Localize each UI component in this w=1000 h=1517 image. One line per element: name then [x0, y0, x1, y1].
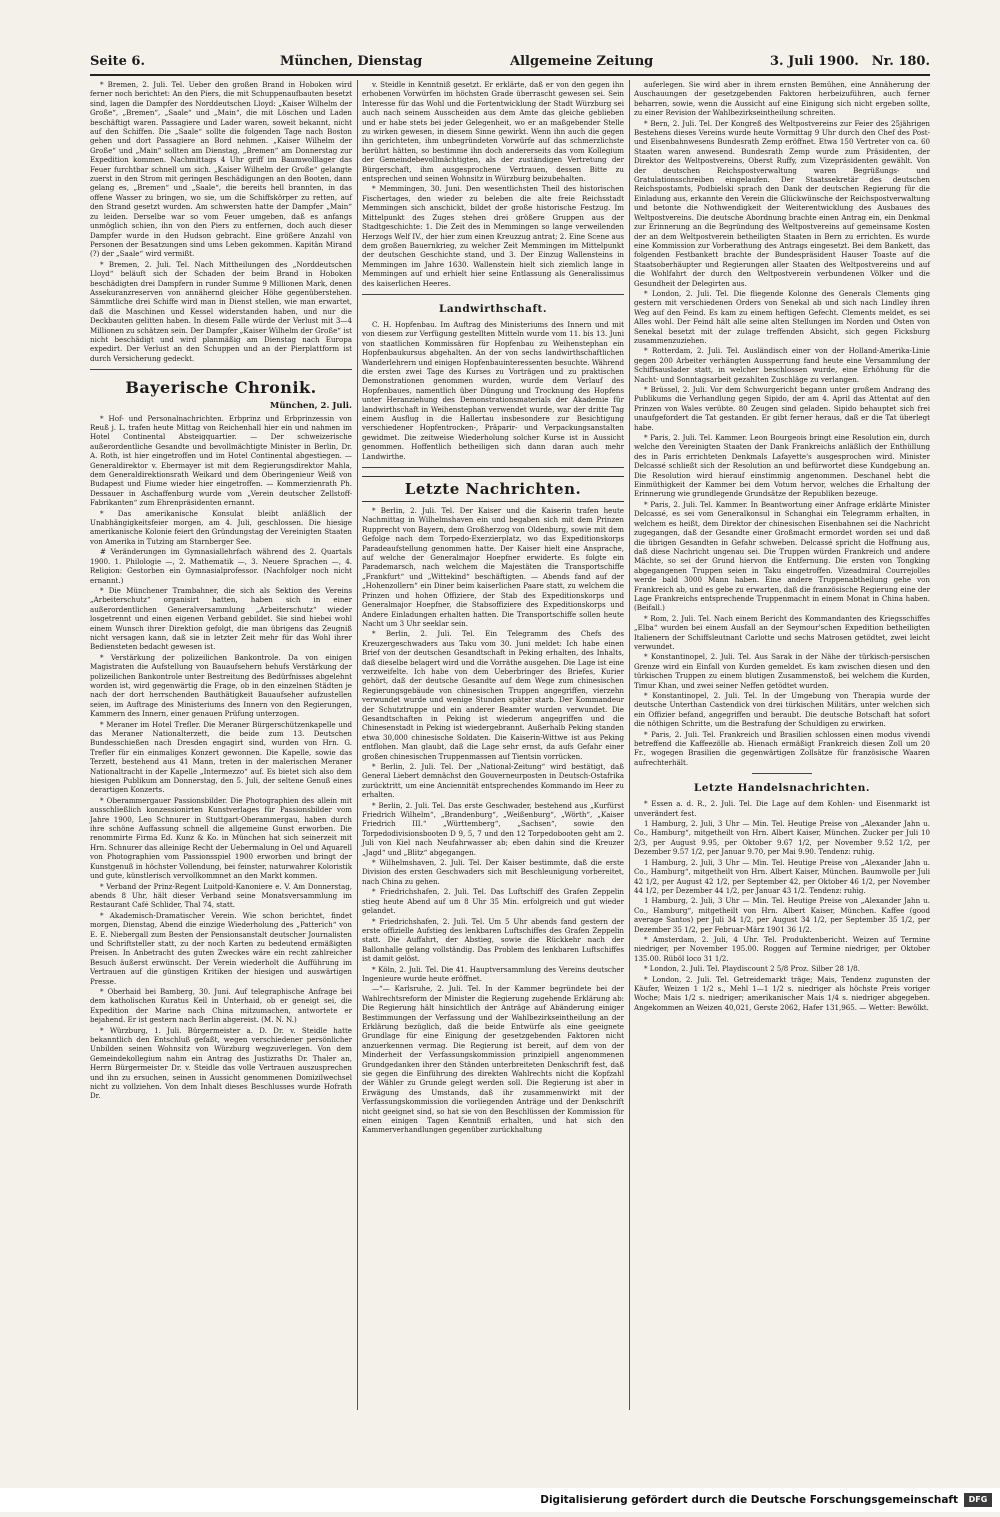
market-report: 1 Hamburg, 2. Juli, 3 Uhr — Min. Tel. Heutige Preise von „Alexander Jahn u. Co., Hamburg“, mitgetheilt von Hrn. Albert Kaiser, München. Baumwolle per Juli 42 1/2, per August 42 1/2, per September 42, per Oktober 46 1/2, per November 44 1/2, per Dezember 44 1/2, per Januar 43 1/2. Tendenz: ruhig.	[634, 857, 930, 895]
dateline: München, 2. Juli.	[269, 401, 352, 412]
article: —“— Karlsruhe, 2. Juli. Tel. In der Kammer begründete bei der Wahlrechtsreform der Minister die Regierung zugehende Erklärung ab: Die Regierung hält hinsichtlich der Anträge auf Abänderung einiger Bestimmungen der Verfassung und der Wahlbezirkseintheilung an der Erklärung bezüglich, daß die beide Entwürfe als eine geeignete Grundlage für eine Einigung der gesetzgebenden Faktoren nicht anzuerkennen vermag. Die Regierung ist bereit, auf dem von der Minderheit der Verfassungskommission prinzipiell angenommenen Grundgedanken ihrer den Ständen unterbreiteten Denkschrift fest, daß sie gegen die Einführung des direkten Wahlrechts nicht die Kopfzahl der Wähler zu Grunde gelegt werden soll. Die Regierung ist aber in Erwägung des Umstands, daß ihr zusammenwirkt mit der Verfassungskommission die vorliegenden Anträge und der Denkschrift nicht geeignet sind, so hat sie von den Beschlüssen der Kommission für einen einigen Tagen Kenntniß erhalten, und hat sich den Kammerverhandlungen gegenüber zurückhaltung	[362, 984, 624, 1135]
page-header	[90, 52, 930, 76]
article: * Brüssel, 2. Juli. Vor dem Schwurgericht begann unter großem Andrang des Publikums die Verhandlung gegen Sipido, der am 4. April das Attentat auf den Prinzen von Wales verübte. 80 Zeugen sind geladen. Sipido behauptet sich frei unaufgefordert die Tat gestanden. Er gibt ferner heraus, daß er die Tat überlegt habe.	[634, 385, 930, 432]
article: * Berlin, 2. Juli. Tel. Das erste Geschwader, bestehend aus „Kurfürst Friedrich Wilhelm“, „Brandenburg“, „Weißenburg“, „Wörth“, „Kaiser Friedrich III.“ „Württemberg“, „Sachsen“, sowie den Torpedodivisionsbooten D 9, 5, 7 und den 12 Torpedobooten geht am 2. Juli von Kiel nach Neufahrwasser ab; eben dahin sind die Kreuzer „Jagd“ und „Blitz“ abgegangen.	[362, 800, 624, 857]
divider	[362, 294, 624, 295]
dfg-logo-icon: DFG	[964, 1493, 992, 1507]
column-divider	[629, 80, 630, 1410]
article: * Bremen, 2. Juli. Tel. Nach Mittheilungen des „Norddeutschen Lloyd“ beläuft sich der Schaden der beim Brand in Hoboken beschädigten drei Dampfern in runder Summe 9 Millionen Mark, denen Assekuranzreserven von annähernd gleicher Höhe gegenüberstehen. Sämmtliche drei Schiffe wird man in Dienst stellen, wie man erwartet, daß die Maschinen und Kessel widerstanden haben, und nur die Deckbauten gelitten haben. In diesem Falle würde der Verlust mit 3—4 Millionen zu schätzen sein. Der Dampfer „Kaiser Wilhelm der Große“ ist nicht beschädigt und wird planmäßig am Dienstag nach Europa expedirt. Der Verlust an den Schuppen und an der Pierplattform ist durch Versicherung gedeckt.	[90, 259, 352, 363]
article: * Verband der Prinz-Regent Luitpold-Kanoniere e. V. Am Donnerstag, abends 8 Uhr, hält dieser Verband seine Monatsversammlung im Restaurant Café Schlider, Thal 74, statt.	[90, 881, 352, 910]
column-2	[362, 80, 624, 1136]
market-report: 1 Hamburg, 2. Juli, 3 Uhr — Min. Tel. Heutige Preise von „Alexander Jahn u. Co., Hamburg“, mitgetheilt von Hrn. Albert Kaiser, München. Kaffee (good average Santos) per Juli 34 1/2, per August 34 1/2, per September 35 1/2, per Dezember 35 1/2, per Februar-März 1901 36 1/2.	[634, 896, 930, 934]
article: * Paris, 2. Juli. Tel. Frankreich und Brasilien schlossen einen modus vivendi betreffend die Kaffeezölle ab. Hienach ermäßigt Frankreich diesen Zoll um 20 Fr., wogegen Brasilien die gegenwärtigen Zollsätze für französische Waaren aufrechterhält.	[634, 729, 930, 767]
article: * Köln, 2. Juli. Tel. Die 41. Hauptversammlung des Vereins deutscher Ingenieure wurde heute eröffnet.	[362, 964, 624, 983]
column-3	[634, 80, 930, 1013]
issue-date: 3. Juli 1900.	[770, 54, 859, 69]
article: * Das amerikanische Konsulat bleibt anläßlich der Unabhängigkeitsfeier morgen, am 4. Juli, geschlossen. Die hiesige amerikanische Kolonie feiert den Gründungstag der Vereinigten Staaten von Amerika in Tutzing am Starnberger See.	[90, 508, 352, 546]
article: * Konstantinopel, 2. Juli. Tel. Aus Sarak in der Nähe der türkisch-persischen Grenze wird ein Einfall von Kurden gemeldet. Es kam zwischen diesen und den türkischen Truppen zu einem blutigen Zusammenstoß, bei welchem die Kurden, Timur Khan, und zwei seiner Neffen getödtet wurden.	[634, 652, 930, 690]
digitization-footer	[0, 1488, 1000, 1512]
market-report: * Amsterdam, 2. Juli, 4 Uhr. Tel. Produktenbericht. Weizen auf Termine niedriger, per November 195.00. Roggen auf Termine niedriger, per Oktober 135.00. Rüböl loco 31 1/2.	[634, 934, 930, 963]
page-number: Seite 6.	[90, 54, 145, 69]
section-heading: Letzte Nachrichten.	[362, 476, 624, 502]
section-heading: Letzte Handelsnachrichten.	[693, 782, 871, 795]
article: * Hof- und Personalnachrichten. Erbprinz und Erbprinzessin von Reuß j. L. trafen heute Mittag von Reichenhall hier ein und nahmen im Hotel Continental Absteigquartier. — Der schweizerische außerordentliche Gesandte und bevollmächtigte Minister in Berlin, Dr. A. Roth, ist hier eingetroffen und im Hotel Continental abgestiegen. — Generaldirektor v. Ebermayer ist mit dem Regierungsdirektor Mahla, dem Generaldirektionsrath Weikard und dem Oberingenieur Weiß von Budapest und Fiume wieder hier eingetroffen. — Kommerzienrath Ph. Dessauer in Aschaffenburg wurde vom „Verein deutscher Zellstoff-Fabrikanten“ zum Ehrenpräsidenten ernannt.	[90, 413, 352, 508]
city-day: München, Dienstag	[280, 54, 423, 69]
divider	[362, 467, 624, 468]
article: * Würzburg, 1. Juli. Bürgermeister a. D. Dr. v. Steidle hatte bekanntlich den Entschluß gefaßt, wegen verschiedener persönlicher Unbilden seinen Wohnsitz von Würzburg wegzuverlegen. Von dem Gemeindekollegium nahm ein Antrag des Justizraths Dr. Thaler an, Herrn Bürgermeister Dr. v. Steidle das volle Vertrauen auszusprechen und ihn zu ersuchen, seinen in Aussicht genommenen Domizilwechsel nicht zu vollziehen. Von dem Inhalt dieses Beschlusses wurde Hofrath Dr.	[90, 1025, 352, 1101]
column-1	[90, 80, 352, 1102]
article: * Berlin, 2. Juli. Tel. Ein Telegramm des Chefs des Kreuzergeschwaders aus Taku vom 30. Juni meldet: Ich habe einen Brief von der deutschen Gesandtschaft in Peking erhalten, des Inhalts, daß dieselbe belagert wird und die Vorräthe ausgehen. Die Lage ist eine verzweifelte. Ich habe von dem Ueberbringer des Briefes, Kurier gehört, daß der deutsche Gesandte auf dem Wege zum chinesischen Regierungsgebäude von chinesischen Truppen angegriffen, vierzehn verwundet wurde und wenige Stunden später starb. Der Kommandeur der Schutztruppe und ein anderer Beamter wurden verwundet. Die Gesandtschaften in Peking ist wiederum angegriffen und die Chinesenstadt in Peking ist wiedergebrannt. Außerhalb Peking standen etwa 30,000 chinesische Soldaten. Die Kaiserin-Wittwe ist aus Peking entflohen. Man glaubt, daß die Lage sehr ernst, da aufs Gefahr einer großen chinesischen Truppenmassen auf Tientsin vorrücken.	[362, 629, 624, 761]
newspaper-title: Allgemeine Zeitung	[510, 54, 654, 69]
article: * Bremen, 2. Juli. Tel. Ueber den großen Brand in Hoboken wird ferner noch berichtet: An den Piers, die mit Schuppenaufbauten besetzt sind, lagen die Dampfer des Norddeutschen Lloyd: „Kaiser Wilhelm der Große“, „Bremen“, „Saale“ und „Main“, die mit Löschen und Laden beschäftigt waren. Passagiere und Lader waren, soweit bekannt, nicht auf den Schiffen. Die „Saale“ sollte die folgenden Tage nach Boston gehen und dort Passagiere an Bord nehmen. „Kaiser Wilhelm der Große“ und „Main“ sollten am Dienstag, „Bremen“ am Donnerstag zur Expedition kommen. Nachmittags 4 Uhr griff im Baumwolllager das Feuer furchtbar schnell um sich. „Kaiser Wilhelm der Große“ gelangte zuerst in den Strom mit geringen Beschädigungen an den Booten, dann gelang es, „Bremen“ und „Saale“, die bereits hell brannten, in das offene Wasser zu bringen, wo sie, um die Schiffskörper zu retten, auf den Strand gesetzt wurden. Am schwersten hatte der Dampfer „Main“ zu leiden. Derselbe war so vom Feuer umgeben, daß es anfangs unmöglich schien, ihn von den Piers zu entfernen, doch auch dieser Dampfer wurde in den Hudson gebracht. Eine größere Anzahl von Personen der Besatzungen sind ums Leben gekommen. Kapitän Mirand (?) der „Saale“ wird vermißt.	[90, 80, 352, 259]
divider	[752, 773, 812, 774]
market-report: 1 Hamburg, 2. Juli, 3 Uhr — Min. Tel. Heutige Preise von „Alexander Jahn u. Co., Hamburg“, mitgetheilt von Hrn. Albert Kaiser, München. Zucker per Juli 10 2/3, per August 9.95, per Oktober 9.67 1/2, per November 9.52 1/2, per Dezember 9.57 1/2, per Januar 9.70, per Mai 9.90. Tendenz: ruhig.	[634, 819, 930, 857]
article: # Veränderungen im Gymnasiallehrfach während des 2. Quartals 1900. 1. Philologie —, 2. Mathematik —, 3. Neuere Sprachen —, 4. Religion: Gestorben ein Gymnasialprofessor. (Nachfolger noch nicht ernannt.)	[90, 547, 352, 585]
article: * Wilhelmshaven, 2. Juli. Tel. Der Kaiser bestimmte, daß die erste Division des ersten Geschwaders sich mit Beschleunigung vorbereitet, nach China zu gehen.	[362, 858, 624, 886]
article: * Die Münchener Trambahner, die sich als Sektion des Vereins „Arbeiterschutz“ organisirt hatten, haben sich in einer außerordentlichen Generalversammlung „Arbeiterschutz“ wieder losgetrennt und einen eigenen Verband gebildet. Sie sind hiebei wohl einem Wunsch ihrer Direktion gefolgt, die man übrigens das Zeugniß nicht versagen kann, daß sie in letzter Zeit mehr für das Wohl ihrer Bediensteten bedacht gewesen ist.	[90, 585, 352, 652]
issue-number: Nr. 180.	[871, 54, 930, 69]
article: * Paris, 2. Juli. Tel. Kammer. In Beantwortung einer Anfrage erklärte Minister Delcassé, es sei vom Generalkonsul in Schanghai ein Telegramm erhalten, in welchem es heißt, dem Direktor der chinesischen Eisenbahnen sei die Nachricht zugegangen, daß der Gesandte einer Großmacht ermordet worden sei und daß die übrigen Gesandten in Gefahr schweben. Delcassé spricht die Hoffnung aus, daß diese Nachricht ungenau sei. Die Truppen würden Frankreich und andere Mächte, so sei der Grund hiervon die Entfernung. Die ersten von Tongking abgegangenen Truppen seien in Taku eingetroffen. Vizeadmiral Courrejolles werde bald 3000 Mann haben. Eine andere Truppenabtheilung gehe von Frankreich ab, und es gebe zu erwarten, daß die französische Regierung eine der Lage Frankreichs entsprechende Truppenmacht in einem Monat in China haben. (Beifall.)	[634, 499, 930, 613]
section-heading: Landwirthschaft.	[439, 302, 547, 315]
article: * Friedrichshafen, 2. Juli. Tel. Das Luftschiff des Grafen Zeppelin stieg heute Abend auf um 8 Uhr 35 Min. erfolgreich und gut wieder gelandet.	[362, 887, 624, 916]
divider	[90, 369, 352, 370]
column-divider	[357, 80, 358, 1410]
article: * Oberhaid bei Bamberg, 30. Juni. Auf telegraphische Anfrage bei dem katholischen Kuratus Keil in Unterhaid, ob er geneigt sei, die Expedition der Marine nach China mitzumachen, antwortete er bejahend. Er ist gestern nach Berlin abgereist. (M. N. N.)	[90, 986, 352, 1025]
article: * Memmingen, 30. Juni. Den wesentlichsten Theil des historischen Fischertages, den wieder zu beleben die alte freie Reichsstadt Memmingen sich anschickt, bildet der große historische Festzug. Im Mittelpunkt des Zuges stehen drei größere Gruppen aus der Stadtgeschichte: 1. Die Zeit des in Memmingen so lange verweilenden Herzogs Welf IV., der hier zum einen Kreuzzug antrat; 2. Eine Scene aus dem großen Bauernkrieg, zu welcher Zeit Memmingen im Mittelpunkt der deutschen Geschichte stand, und 3. Der Einzug Wallensteins in Memmingen im Jahre 1630. Wallenstein hielt sich ziemlich lange in Memmingen auf und erhielt hier seine Entlassung als Generalissimus des kaiserlichen Heeres.	[362, 184, 624, 288]
market-report: * London, 2. Juli. Tel. Getreidemarkt träge; Mais, Tendenz zugunsten der Käufer, Weizen 1 1/2 s., Mehl 1—1 1/2 s. niedriger als höchste Preis voriger Woche; Mais 1/2 s. niedriger; amerikanischer Mais 1/4 s. niedriger abgegeben. Angekommen an Weizen 40,021, Gerste 2062, Hafer 131,965. — Wetter: Bewölkt.	[634, 974, 930, 1012]
article: * Verstärkung der polizeilichen Bankontrole. Da von einigen Magistraten die Aufstellung von Bauaufsehern behufs Verstärkung der polizeilichen Bankontrole unter Bestreitung des Bedürfnisses abgelehnt worden ist, wird gegenwärtig die Frage, ob in den einzelnen Städten je nach der dort herrschenden Bauthätigkeit Bauaufseher aufzustellen seien, im Auftrage des Ministeriums des Innern von den Regierungen, Kammern des Innern, einer genauen Prüfung unterzogen.	[90, 652, 352, 719]
article: * Rotterdam, 2. Juli. Tel. Ausländisch einer von der Holland-Amerika-Linie gegen 200 Arbeiter verhängten Aussperrung fand heute eine Versammlung der Schiffsauslader statt, in welcher beschlossen wurde, eine Erhöhung für die Nacht- und Sonntagsarbeit gezahlten Zuschläge zu verlangen.	[634, 346, 930, 384]
article: auferlegen. Sie wird aber in ihrem ernsten Bemühen, eine Annäherung der Auschauungen der gesetzgebenden Faktoren herbeizuführen, auch ferner beharren, sowie, wenn die Aussicht auf eine Einigung sich nicht ergeben sollte, zu einer Revision der Wahlbezirkseintheilung schreiten.	[634, 80, 930, 118]
article: * Paris, 2. Juli. Tel. Kammer. Leon Bourgeois bringt eine Resolution ein, durch welche den Vereinigten Staaten der Dank Frankreichs anläßlich der Enthüllung des in Paris errichteten Denkmals Lafayette's ausgesprochen wird. Minister Delcassé schließt sich der Resolution an und befürwortet diese Kundgebung an. Die Resolution wird hierauf einstimmig angenommen. Deschanel hebt die Einmüthigkeit der Kammer bei dem Votum hervor, welches die Erhaltung der Erinnerung wie grundlegende Grundsätze der Republiken bezeuge.	[634, 433, 930, 499]
article: * Oberammergauer Passionsbilder. Die Photographien des allein mit ausschließlich konzessionirten Kunstverlages für Passionsbilder vom Jahre 1900, Leo Schnurer in Stuttgart-Oberammergau, haben durch ihre schöne Auffassung schnell die allgemeine Gunst erworben. Die renommirte Firma Ed. Kunz & Ko. in München hat sich seinerzeit mit Hrn. Schnurer das alleinige Recht der Uebermalung in Oel und Aquarell von Photographien vom Passionsspiel 1900 erworben und bringt der Kunstgenuß in höchster Vollendung, bei feinster, naturwahrer Koloristik und gute, künstlerisch vervollkommnet an den Markt kommen.	[90, 795, 352, 881]
article: * Rom, 2. Juli. Tel. Nach einem Bericht des Kommandanten des Kriegsschiffes „Elba“ wurden bei einem Ausfall an der Seymour'schen Expedition betheiligten Italienern der Schiffsleutnant Carlotte und sechs Matrosen getödtet, zwei leicht verwundet.	[634, 613, 930, 651]
article: * London, 2. Juli. Tel. Die fliegende Kolonne des Generals Clements ging gestern mit verschiedenen Orders von Senekal ab und sich nach Lindley ihren Weg auf den Feind. Es kam zu einem heftigen Gefecht. Clements meldet, es sei Alles wohl. Der Feind hält alle seine alten Stellungen im Norden und Osten von Senekal besetzt mit der zulage treffenden Absicht, sich gegen Ficksburg zusammenzuziehen.	[634, 288, 930, 345]
article: v. Steidle in Kenntniß gesetzt. Er erklärte, daß er von den gegen ihn erhobenen Vorwürfen im höchsten Grade überrascht gewesen sei. Sein Interesse für das Wohl und die Fortentwicklung der Stadt Würzburg sei auch nach seinem Ausscheiden aus dem Amte das gleiche geblieben und er habe stets bei jeder Gelegenheit, wo er an maßgebender Stelle zu wirken gewesen, in diesem Sinne gewirkt. Wenn ihn auch die gegen ihn gerichteten, ihm unbegründeten Vorwürfe auf das schmerzlichste berührt hätten, so bestimme ihn doch andererseits das vom Kollegium der Gemeindebevollmächtigten, als der zuständigen Vertretung der Bürgerschaft, ihm ausgesprochene Vertrauen, dessen Bitte zu entsprechen und seinen Wohnsitz in Würzburg beizubehalten.	[362, 80, 624, 184]
article: * Bern, 2. Juli. Tel. Der Kongreß des Weltpostvereins zur Feier des 25jährigen Bestehens dieses Vereins wurde heute Vormittag 9 Uhr durch den Chef des Post- und Eisenbahnwesens Bundesrath Zemp eröffnet. Etwa 150 Vertreter von ca. 60 Staaten waren anwesend. Bundesrath Zemp wurde zum Präsidenten, der Direktor des Weltpostvereins, Oberst Ruffy, zum Vizepräsidenten gewählt. Von der deutschen Reichspostverwaltung waren Begrüßungs- und Gratulationsschreiben eingelaufen. Der Staatssekretär des deutschen Reichspostamts, Podbielski sprach den Dank der deutschen Regierung für die Einladung aus, erkannte den Verein die Glückwünsche der Reichspostverwaltung und betonte die Nothwendigkeit der Weiterentwicklung des Ausbaues des Weltpostvereins. Die deutsche Abordnung brachte einen Antrag ein, ein Denkmal zur Erinnerung an die Begründung des Weltpostvereins auf gemeinsame Kosten der an dem Weltpostverein betheiligten Staaten in Bern zu errichten. Es wurde eine Kommission zur Vorberathung des Antrags eingesetzt. Bei dem Bankett, das folgenden Festbankett brachte der Bundespräsident Hauser Toaste auf die Staatsoberhäupter und Regierungen aller Staaten des Weltpostvereins und auf die Wohlfahrt der durch den Weltpostverein verbundenen Völker und die Gesundheit der Delegirten aus.	[634, 118, 930, 288]
article: * Berlin, 2. Juli. Tel. Der Kaiser und die Kaiserin trafen heute Nachmittag in Wilhelmshaven ein und begaben sich mit dem Prinzen Rupprecht von Bayern, dem Großherzog von Oldenburg, sowie mit dem Gefolge nach dem Torpedo-Exerzierplatz, wo das Expeditionskorps Paradeaufstellung genommen hatte. Der Kaiser hielt eine Ansprache, auf welche der Generalmajor Hoepfner erwiderte. Es folgte ein Parademarsch, nach welchem die Majestäten die Transportschiffe „Frankfurt“ und „Wittekind“ beschäftigten. — Abends fand auf der „Hohenzollern“ ein Diner beim kaiserlichen Paare statt, zu welchem die Prinzen und hohen Offiziere, der Stab des Expeditionskorps und Generalmajor Hoepfner, die Stabsoffiziere des Expeditionskorps und Andere Einladungen erhalten hatten. Die Transportschiffe sollen heute Nacht um 3 Uhr seeklar sein.	[362, 506, 624, 628]
market-report: * London, 2. Juli. Tel. Playdiscount 2 5/8 Proz. Silber 28 1/8.	[644, 964, 860, 974]
funding-credit: Digitalisierung gefördert durch die Deutsche Forschungsgemeinschaft	[540, 1494, 958, 1506]
article: * Friedrichshafen, 2. Juli. Tel. Um 5 Uhr abends fand gestern der erste offizielle Aufstieg des lenkbaren Luftschiffes des Grafen Zeppelin statt. Die Auffahrt, der Abstieg, sowie die Rückkehr nach der Ballonhalle gelang vollständig. Das Problem des lenkbaren Luftschiffes ist damit gelöst.	[362, 916, 624, 964]
article: * Berlin, 2. Juli. Tel. Der „National-Zeitung“ wird bestätigt, daß General Liebert demnächst den Gouverneurposten in Deutsch-Ostafrika zurücktritt, um eine Anciennität entsprechendes Kommando im Heer zu erhalten.	[362, 762, 624, 800]
article: * Meraner im Hotel Trefler. Die Meraner Bürgerschützenkapelle und das Meraner Nationalterzett, die beide zum 13. Deutschen Bundesschießen nach Dresden engagirt sind, wurden von Hrn. G. Trefler für ein einmaliges Konzert gewonnen. Die Kapelle, sowie das Terzett, bestehend aus 41 Mann, treten in der malerischen Meraner Nationaltracht in der Kapelle „Intermezzo“ auf. Es bietet sich also dem hiesigen Publikum am Donnerstag, den 5. Juli, der seltene Genuß eines derartigen Konzerts.	[90, 719, 352, 795]
section-heading: Bayerische Chronik.	[125, 378, 317, 398]
article: C. H. Hopfenbau. Im Auftrag des Ministeriums des Innern und mit von diesem zur Verfügung gestellten Mitteln wurde vom 11. bis 13. Juni von staatlichen Kommissären für Hopfenbau zu Weihenstephan ein Hopfenbaukursus abgehalten. An der von sechs landwirthschaftlichen Wanderlehrern und einigen Hopfenbauinteressenten besuchte. Während die ersten zwei Tage des Kurses zu Vorträgen und zu praktischen Demonstrationen genommen wurden, wurde dem Verlauf des Hopfenbaues, namentlich über Düngung und Trocknung des Hopfens unter Heranziehung des Demonstrationsmaterials der Akademie für landwirthschaft in Weihenstephan verwendet wurde, war der dritte Tag einem Ausflug in die Hallertau insbesondere zur Besichtigung verschiedener Hopfentrocken-, Präparir- und Verpackungsanstalten gewidmet. Die zeitweise Wiederholung solcher Kurse ist in Aussicht genommen. Hoffentlich betheiligen sich dann daran auch mehr Landwirthe.	[362, 319, 624, 461]
article: * Akademisch-Dramatischer Verein. Wie schon berichtet, findet morgen, Dienstag, Abend die einzige Wiederholung des „Patterich“ von E. E. Niebergall zum Besten der Pensionsanstalt deutscher Journalisten und Schriftsteller statt, zu der noch Karten zu bedeutend ermäßigten Preisen. In Anbetracht des guten Zweckes wäre ein recht zahlreicher Besuch äußerst erwünscht. Der Verein wiederholt die Aufführung im Vertrauen auf die günstigen Kritiken der hiesigen und auswärtigen Presse.	[90, 910, 352, 986]
article: * Konstantinopel, 2. Juli. Tel. In der Umgebung von Therapia wurde der deutsche Unterthan Castendick von drei türkischen Militärs, unter welchen sich ein Offizier befand, angegriffen und beraubt. Die deutsche Botschaft hat sofort die nöthigen Schritte, um die Bestrafung der Schuldigen zu erwirken.	[634, 691, 930, 729]
article: * Essen a. d. R., 2. Juli. Tel. Die Lage auf dem Kohlen- und Eisenmarkt ist unverändert fest.	[634, 799, 930, 818]
